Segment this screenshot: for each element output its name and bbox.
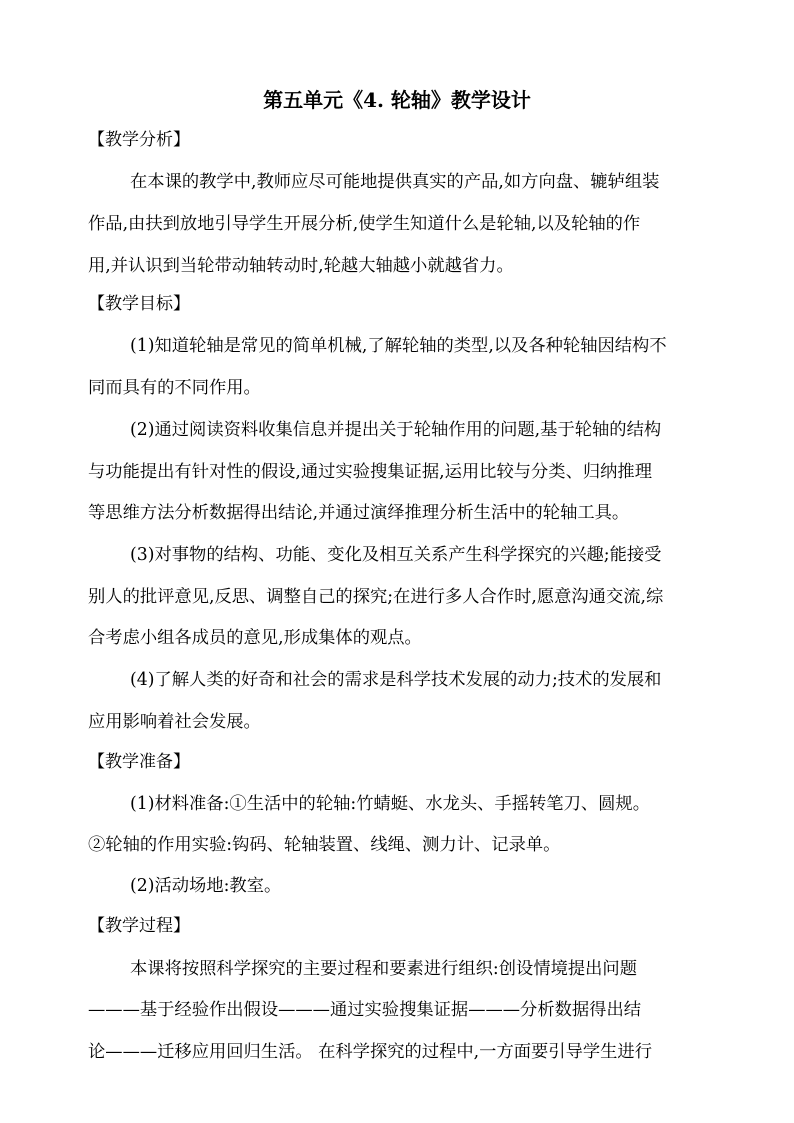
paragraph-line: 在本课的教学中,教师应尽可能地提供真实的产品,如方向盘、辘轳组装 (130, 172, 660, 192)
section-heading-goals: 【教学目标】 (88, 294, 190, 314)
paragraph-line: 论———迁移应用回归生活。 在科学探究的过程中,一方面要引导学生进行 (88, 1042, 652, 1062)
paragraph-line: (1)材料准备:①生活中的轮轴:竹蜻蜓、水龙头、手摇转笔刀、圆规。 (130, 794, 650, 814)
paragraph-line: 别人的批评意见,反思、调整自己的探究;在进行多人合作时,愿意沟通交流,综 (88, 587, 664, 607)
paragraph-line: ———基于经验作出假设———通过实验搜集证据———分析数据得出结 (88, 1000, 642, 1020)
paragraph-line: (2)活动场地:教室。 (130, 876, 282, 896)
paragraph-line: 作品,由扶到放地引导学生开展分析,使学生知道什么是轮轴,以及轮轴的作 (88, 214, 641, 234)
paragraph-line: 本课将按照科学探究的主要过程和要素进行组织:创设情境提出问题 (130, 959, 637, 979)
paragraph-line: 应用影响着社会发展。 (88, 712, 261, 732)
section-heading-process: 【教学过程】 (88, 916, 190, 936)
paragraph-line: 等思维方法分析数据得出结论,并通过演绎推理分析生活中的轮轴工具。 (88, 503, 630, 523)
section-heading-analysis: 【教学分析】 (88, 130, 190, 150)
paragraph-line: (4)了解人类的好奇和社会的需求是科学技术发展的动力;技术的发展和 (130, 670, 662, 690)
paragraph-line: 用,并认识到当轮带动轴转动时,轮越大轴越小就越省力。 (88, 256, 514, 276)
page-title: 第五单元《4. 轮轴》教学设计 (263, 88, 531, 112)
section-heading-prep: 【教学准备】 (88, 752, 190, 772)
paragraph-line: 合考虑小组各成员的意见,形成集体的观点。 (88, 628, 422, 648)
paragraph-line: (1)知道轮轴是常见的简单机械,了解轮轴的类型,以及各种轮轴因结构不 (130, 336, 667, 356)
paragraph-line: 与功能提出有针对性的假设,通过实验搜集证据,运用比较与分类、归纳推理 (88, 462, 652, 482)
paragraph-line: (3)对事物的结构、功能、变化及相互关系产生科学探究的兴趣;能接受 (130, 545, 662, 565)
paragraph-line: 同而具有的不同作用。 (88, 378, 261, 398)
paragraph-line: (2)通过阅读资料收集信息并提出关于轮轴作用的问题,基于轮轴的结构 (130, 420, 662, 440)
paragraph-line: ②轮轴的作用实验:钩码、轮轴装置、线绳、测力计、记录单。 (88, 835, 561, 855)
